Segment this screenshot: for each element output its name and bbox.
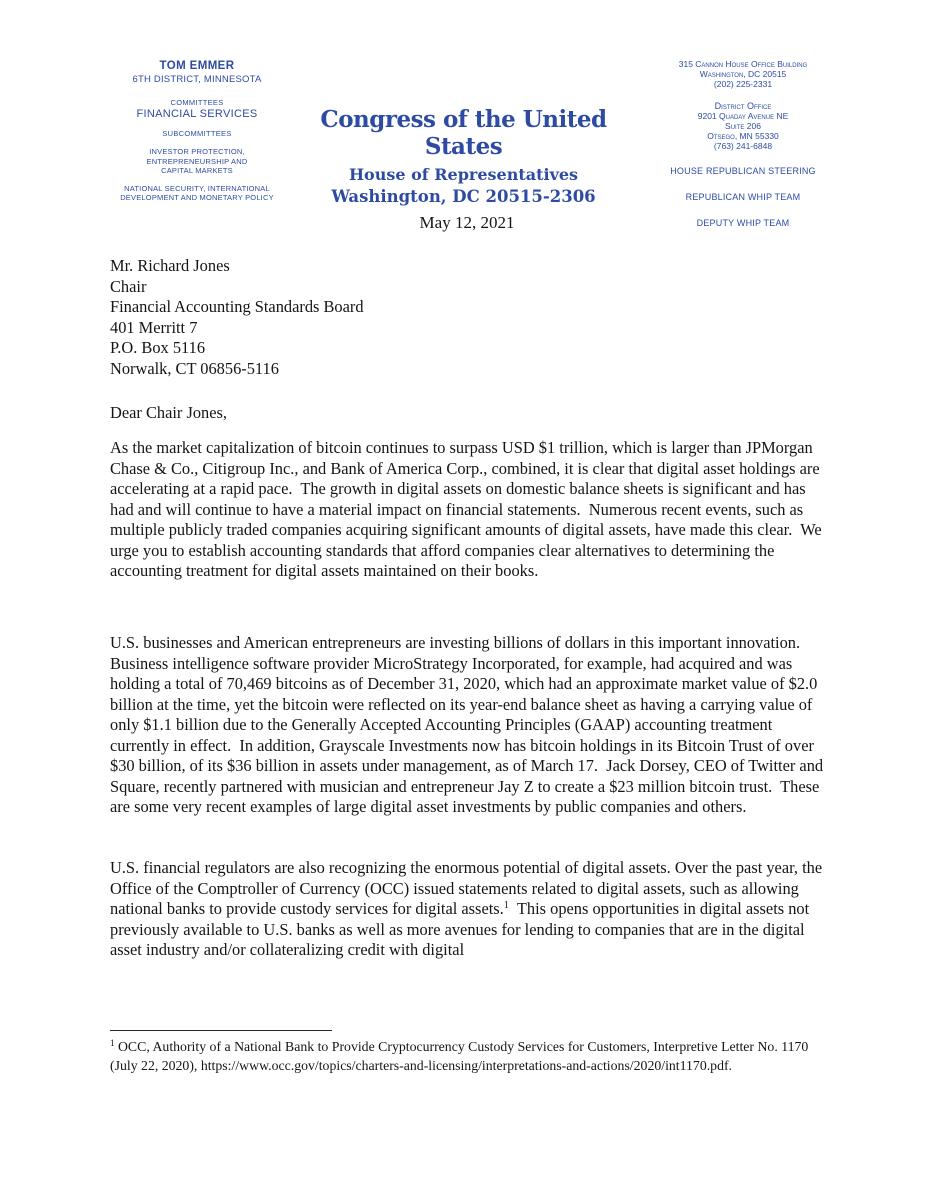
recipient-name: Mr. Richard Jones: [110, 256, 230, 275]
letterhead-offices-block: [643, 60, 843, 228]
recipient-po-box: P.O. Box 5116: [110, 338, 206, 357]
recipient-organization: Financial Accounting Standards Board: [110, 297, 364, 316]
subcommittee-line: CAPITAL MARKETS: [161, 166, 233, 175]
paragraph3-text-before-note: U.S. financial regulators are also recognizing the enormous potential of digital assets. Over the past year, the Office of the Comptroller of Currency (OCC) issued statements related to digital assets, such as allowing national banks to provide custody services for digital assets.: [110, 858, 827, 918]
salutation: Dear Chair Jones,: [110, 403, 227, 422]
letter-date: May 12, 2021: [419, 213, 515, 232]
member-district: 6TH DISTRICT, MINNESOTA: [132, 74, 262, 85]
subcommittee-line: ENTREPRENEURSHIP AND: [146, 156, 248, 166]
recipient-street: 401 Merritt 7: [110, 317, 198, 337]
paragraph3-text-after-note: This opens opportunities in digital assets not previously available to U.S. banks as well as more avenues for lending to companies that are in the digital asset industry and/or collateralizing credit with digital: [110, 899, 814, 959]
subcommittee-list: [112, 147, 282, 176]
footnote: [110, 1037, 824, 1075]
masthead-congress-title: Congress of the United States: [320, 106, 607, 160]
masthead: [284, 106, 644, 206]
district-office-suite: Suite 206: [725, 120, 761, 131]
recipient-city-state-zip: Norwalk, CT 06856-5116: [110, 358, 279, 378]
member-name: TOM EMMER: [159, 60, 235, 72]
masthead-city-line: Washington, DC 20515-2306: [331, 187, 596, 206]
capitol-office-city: Washington, DC 20515: [699, 68, 787, 79]
committee-name: FINANCIAL SERVICES: [136, 108, 258, 120]
team-house-republican-steering: HOUSE REPUBLICAN STEERING: [670, 166, 816, 177]
committees-label: COMMITTEES: [170, 98, 224, 107]
footnote-text: OCC, Authority of a National Bank to Provide Cryptocurrency Custody Services for Customers, Interpretive Letter No. 1170 (July 22, 2020), https://www.occ.gov/topics/charters-and-licensing/interpretations-and-actions/2020/int1170.pdf.: [110, 1039, 812, 1073]
district-office-street: 9201 Quaday Avenue NE: [697, 111, 789, 122]
capitol-office-address: 315 Cannon House Office Building: [678, 59, 808, 69]
team-republican-whip: REPUBLICAN WHIP TEAM: [685, 192, 801, 203]
district-office-label: District Office: [714, 101, 772, 112]
letterhead-member-block: [112, 60, 282, 203]
subcommittee-line: INVESTOR PROTECTION,: [149, 147, 245, 156]
body-paragraph-3: [110, 858, 827, 961]
committee2-line: DEVELOPMENT AND MONETARY POLICY: [120, 193, 274, 202]
district-office-phone: (763) 241-6848: [713, 140, 773, 151]
footnote-marker: 1: [110, 1038, 115, 1048]
recipient-title: Chair: [110, 276, 147, 296]
footnote-separator: [110, 1030, 332, 1031]
body-paragraph-2: U.S. businesses and American entrepreneurs are investing billions of dollars in this important innovation. Business intelligence software provider MicroStrategy Incorporated, for example, had acquired and was holding a total of 70,469 bitcoins as of December 31, 2020, which had an approximate market value of $2.0 billion at the time, yet the bitcoin were reflected on its year-end balance sheet as having a carrying value of only $1.1 billion due to the Generally Accepted Accounting Principles (GAAP) accounting treatment currently in effect. In addition, Grayscale Investments now has bitcoin holdings in its Bitcoin Trust of over $30 billion, of its $36 billion in assets under management, as of March 17. Jack Dorsey, CEO of Twitter and Square, recently partnered with musician and entrepreneur Jay Z to create a $23 million bitcoin trust. These are some very recent examples of large digital asset investments by public companies and others.: [110, 633, 828, 816]
committee2-line: NATIONAL SECURITY, INTERNATIONAL: [124, 183, 270, 193]
masthead-chamber-title: House of Representatives: [348, 165, 579, 184]
capitol-office-phone: (202) 225-2331: [713, 78, 773, 89]
body-paragraph-1: As the market capitalization of bitcoin continues to surpass USD $1 trillion, which is larger than JPMorgan Chase & Co., Citigroup Inc., and Bank of America Corp., combined, it is clear that digital asset holdings are accelerating at a rapid pace. The growth in digital assets on domestic balance sheets is significant and has had and will continue to have a material impact on financial statements. Numerous recent events, such as multiple publicly traded companies acquiring significant amounts of digital assets, have made this clear. We urge you to establish accounting standards that afford companies clear alternatives to determining the accounting treatment for digital assets maintained on their books.: [110, 438, 826, 580]
footnote-reference-marker: 1: [503, 900, 509, 911]
team-deputy-whip: DEPUTY WHIP TEAM: [696, 218, 790, 229]
recipient-address-block: [110, 256, 824, 379]
district-office-block: [643, 102, 843, 151]
subcommittees-label: SUBCOMMITTEES: [162, 129, 232, 138]
second-committee: [112, 184, 282, 203]
district-office-city: Otsego, MN 55330: [707, 130, 779, 141]
